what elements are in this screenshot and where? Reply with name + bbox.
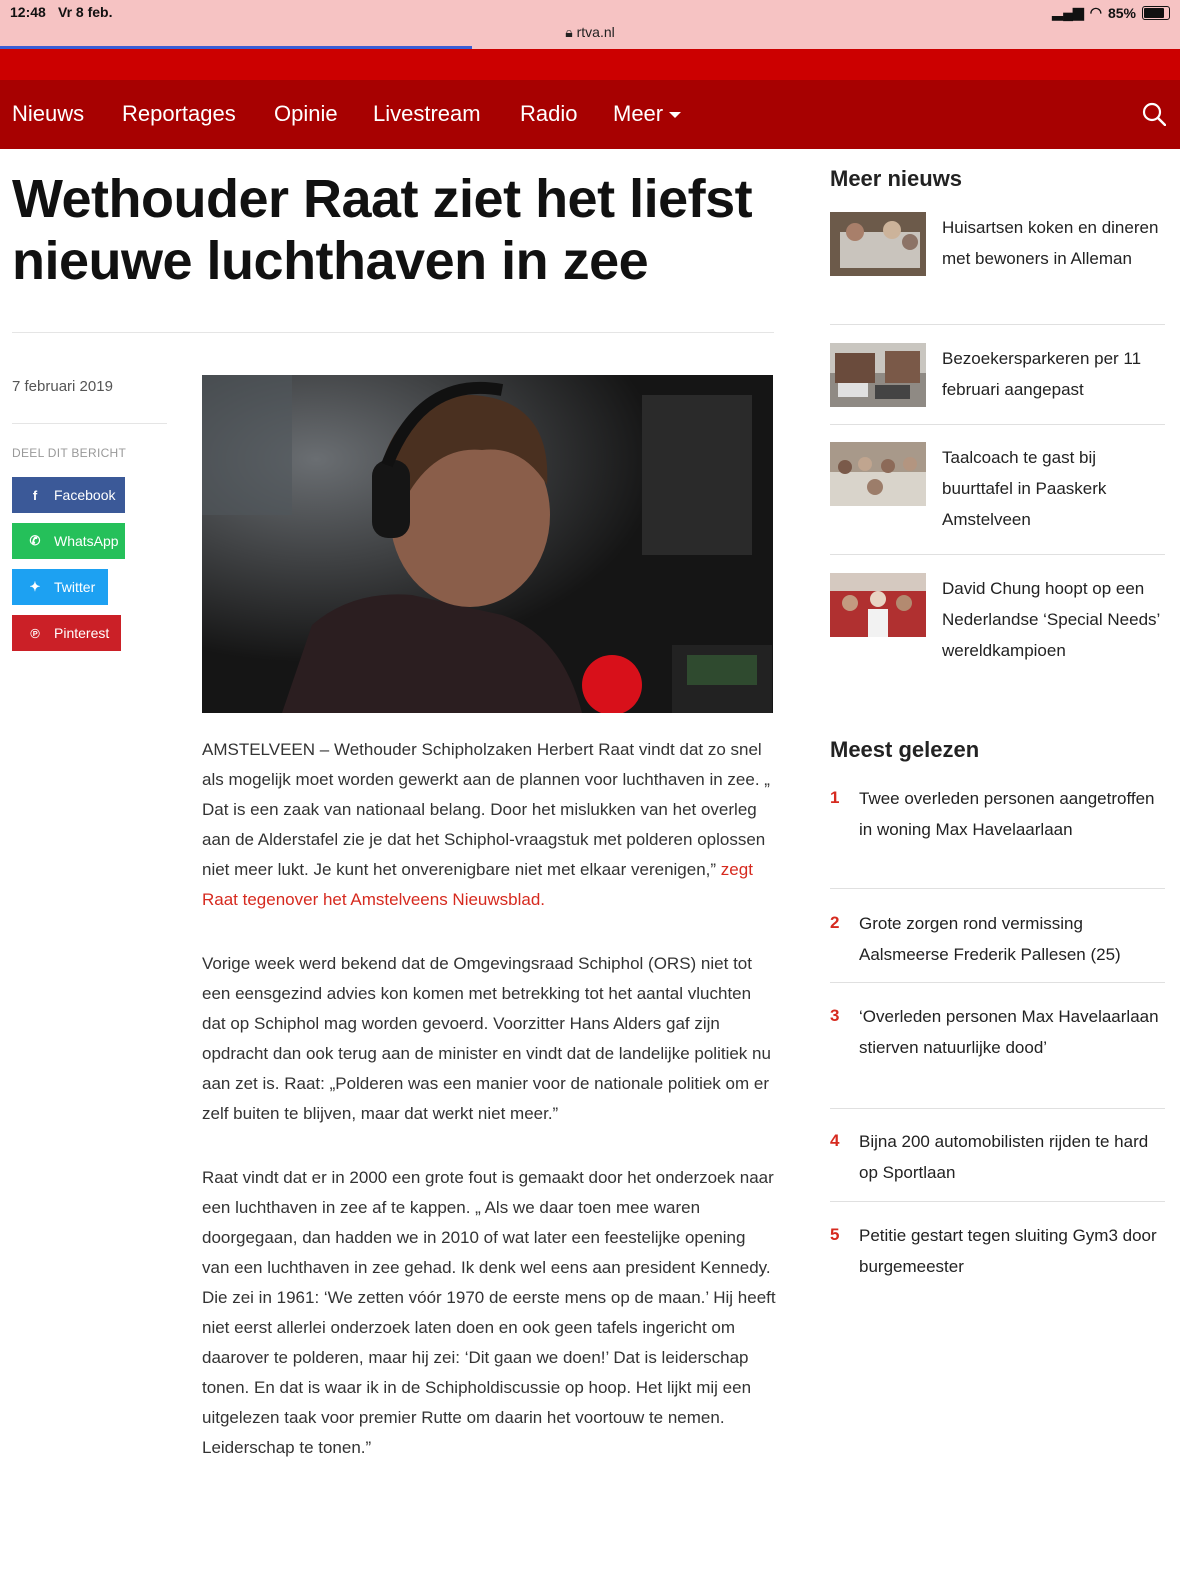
article-date: 7 februari 2019 bbox=[12, 378, 113, 395]
divider bbox=[830, 1108, 1165, 1109]
rank-number: 3 bbox=[830, 1006, 840, 1025]
divider bbox=[830, 888, 1165, 889]
article-paragraph bbox=[202, 735, 777, 915]
divider bbox=[830, 424, 1165, 425]
nav-item-livestream[interactable]: Livestream bbox=[373, 101, 481, 126]
share-pinterest-label: Pinterest bbox=[54, 625, 110, 641]
top-banner bbox=[0, 49, 1180, 80]
share-twitter-button[interactable] bbox=[12, 569, 108, 605]
battery-percent: 85% bbox=[1107, 4, 1136, 21]
status-bar bbox=[0, 0, 1180, 46]
news-thumbnail[interactable] bbox=[830, 573, 926, 637]
news-item-title[interactable]: David Chung hoopt op een Nederlandse ‘Special Needs’ wereldkampioen bbox=[942, 579, 1160, 660]
battery-icon bbox=[1142, 6, 1170, 20]
news-item-title[interactable]: Bezoekersparkeren per 11 februari aangepast bbox=[942, 349, 1142, 399]
rank-number: 1 bbox=[830, 788, 840, 807]
caret-down-icon bbox=[669, 112, 681, 118]
nav-item-meer-label: Meer bbox=[613, 101, 664, 126]
whatsapp-icon: ✆ bbox=[29, 533, 41, 548]
news-item-title[interactable]: Huisartsen koken en dineren met bewoners in Alleman bbox=[942, 218, 1159, 268]
lock-icon: 🔒︎ bbox=[565, 24, 573, 40]
divider bbox=[12, 423, 167, 424]
most-read-title: Meest gelezen bbox=[830, 737, 980, 762]
article-paragraph: Raat vindt dat er in 2000 een grote fout is gemaakt door het onderzoek naar een luchthaven in zee af te kappen. „ Als we daar toen mee waren doorgegaan, dan hadden we in 2010 of wat later een feestelijke opening van een luchthaven in zee gehad. Ik denk wel eens aan president Kennedy. Die zei in 1961: ‘We zetten vóór 1970 de eerste mens op de maan.’ Hij heeft niet eerst allerlei onderzoek laten doen en ook geen tafels ingericht om daarover te polderen, maar hij zei: ‘Dit gaan we doen!’ Dat is leiderschap tonen. En dat is waar ik in de Schipholdiscussie op hoop. Het lijkt mij een uitgelezen taak voor premier Rutte om daarin het voortouw te nemen. Leiderschap te tonen.” bbox=[202, 1168, 776, 1457]
divider bbox=[12, 332, 774, 333]
most-read-item[interactable]: Grote zorgen rond vermissing Aalsmeerse Frederik Pallesen (25) bbox=[859, 914, 1121, 964]
nav-item-meer[interactable] bbox=[613, 101, 681, 127]
divider bbox=[830, 554, 1165, 555]
nav-item-reportages[interactable]: Reportages bbox=[122, 101, 236, 126]
article-photo bbox=[202, 375, 773, 713]
paragraph-text: AMSTELVEEN – Wethouder Schipholzaken Herbert Raat vindt dat zo snel als mogelijk moet worden gewerkt aan de plannen voor luchthaven in zee. „ Dat is een zaak van nationaal belang. Door het mislukken van het overleg aan de Alderstafel zie je dat het Schiphol-vraagstuk met polderen oplossen niet meer lukt. Je kunt het onverenigbare niet met elkaar verenigen,” bbox=[202, 740, 770, 879]
news-thumbnail[interactable] bbox=[830, 442, 926, 506]
divider bbox=[830, 324, 1165, 325]
divider bbox=[830, 1201, 1165, 1202]
news-item-title[interactable]: Taalcoach te gast bij buurttafel in Paaskerk Amstelveen bbox=[942, 448, 1107, 529]
share-whatsapp-label: WhatsApp bbox=[54, 533, 119, 549]
nav-item-radio[interactable]: Radio bbox=[520, 101, 578, 126]
most-read-item[interactable]: ‘Overleden personen Max Havelaarlaan stierven natuurlijke dood’ bbox=[859, 1007, 1159, 1057]
status-date: Vr 8 feb. bbox=[58, 4, 113, 20]
nav-item-opinie[interactable]: Opinie bbox=[274, 101, 338, 126]
url-text: rtva.nl bbox=[576, 24, 615, 40]
news-thumbnail[interactable] bbox=[830, 343, 926, 407]
news-thumbnail[interactable] bbox=[830, 212, 926, 276]
search-icon[interactable] bbox=[1142, 102, 1166, 126]
share-facebook-label: Facebook bbox=[54, 487, 116, 503]
page-title: Wethouder Raat ziet het liefst nieuwe luchthaven in zee bbox=[12, 169, 753, 291]
share-label: DEEL DIT BERICHT bbox=[12, 446, 127, 460]
main-nav bbox=[0, 80, 1180, 149]
share-facebook-button[interactable] bbox=[12, 477, 125, 513]
share-twitter-label: Twitter bbox=[54, 579, 96, 595]
twitter-icon: ✦ bbox=[29, 579, 41, 594]
status-time: 12:48 bbox=[10, 4, 46, 20]
most-read-item[interactable]: Bijna 200 automobilisten rijden te hard op Sportlaan bbox=[859, 1132, 1149, 1182]
divider bbox=[830, 982, 1165, 983]
status-indicators bbox=[1052, 4, 1170, 21]
pinterest-icon: ℗ bbox=[30, 625, 40, 641]
facebook-icon: f bbox=[32, 487, 38, 503]
signal-icon: ▂▄▆ bbox=[1052, 4, 1084, 20]
nav-item-nieuws[interactable]: Nieuws bbox=[12, 101, 85, 126]
share-whatsapp-button[interactable] bbox=[12, 523, 125, 559]
article-body bbox=[202, 735, 777, 1497]
share-pinterest-button[interactable] bbox=[12, 615, 121, 651]
more-news-title: Meer nieuws bbox=[830, 166, 963, 191]
most-read-item[interactable]: Twee overleden personen aangetroffen in woning Max Havelaarlaan bbox=[859, 789, 1155, 839]
address-bar[interactable] bbox=[0, 24, 1180, 41]
rank-number: 5 bbox=[830, 1225, 840, 1244]
rank-number: 2 bbox=[830, 913, 840, 932]
article-source-link[interactable]: zegt Raat tegenover het Amstelveens Nieuwsblad. bbox=[202, 860, 753, 909]
article-paragraph: Vorige week werd bekend dat de Omgevingsraad Schiphol (ORS) niet tot een eensgezind advies kon komen met betrekking tot het aantal vluchten dat op Schiphol mag worden gevoerd. Voorzitter Hans Alders gaf zijn opdracht dan ook terug aan de minister en vindt dat de landelijke politiek nu aan zet is. Raat: „Polderen was een manier voor de nationale politiek om er zelf buiten te blijven, maar dat werkt niet meer.” bbox=[202, 954, 771, 1123]
rank-number: 4 bbox=[830, 1131, 840, 1150]
wifi-icon: ◠ bbox=[1089, 4, 1102, 20]
most-read-item[interactable]: Petitie gestart tegen sluiting Gym3 door burgemeester bbox=[859, 1226, 1157, 1276]
